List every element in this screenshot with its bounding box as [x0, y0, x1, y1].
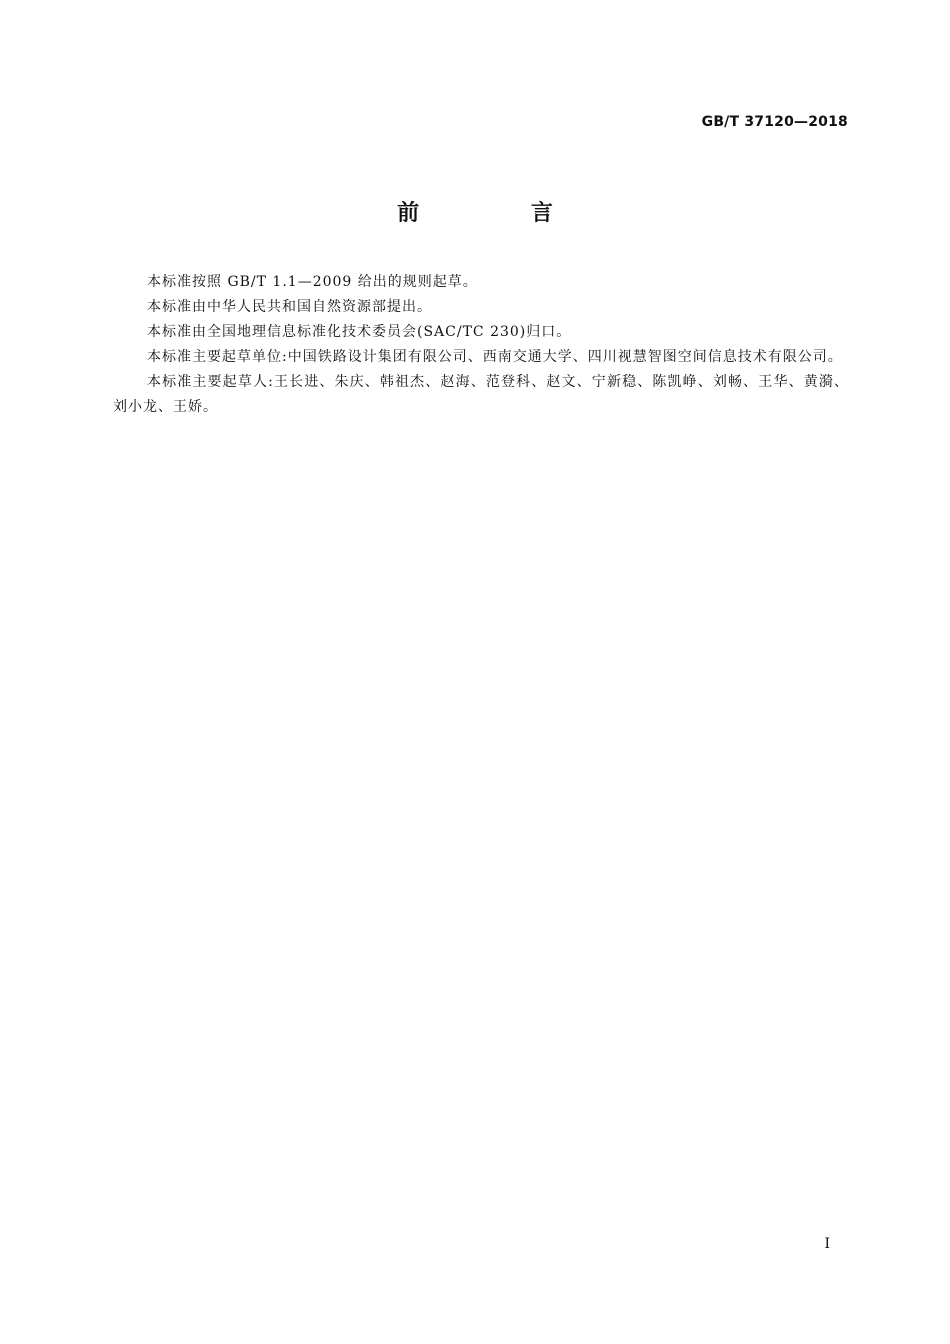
page-number: I — [824, 1236, 830, 1252]
paragraph-proposer: 本标准由中华人民共和国自然资源部提出。 — [147, 299, 432, 315]
paragraph-drafting-organizations: 本标准主要起草单位:中国铁路设计集团有限公司、西南交通大学、四川视慧智图空间信息技术有限公司。 — [147, 349, 843, 365]
section-title: 前 言 — [397, 201, 605, 226]
paragraph-drafters: 本标准主要起草人:王长进、朱庆、韩祖杰、赵海、范登科、赵文、宁新稳、陈凯峥、刘畅、王华、黄漪、刘小龙、王娇。 — [113, 374, 849, 415]
foreword-body — [113, 270, 849, 420]
paragraph-centralized-unit: 本标准由全国地理信息标准化技术委员会(SAC/TC 230)归口。 — [147, 324, 572, 340]
paragraph-drafting-rules: 本标准按照 GB/T 1.1—2009 给出的规则起草。 — [147, 274, 478, 290]
standard-number: GB/T 37120—2018 — [701, 114, 848, 130]
